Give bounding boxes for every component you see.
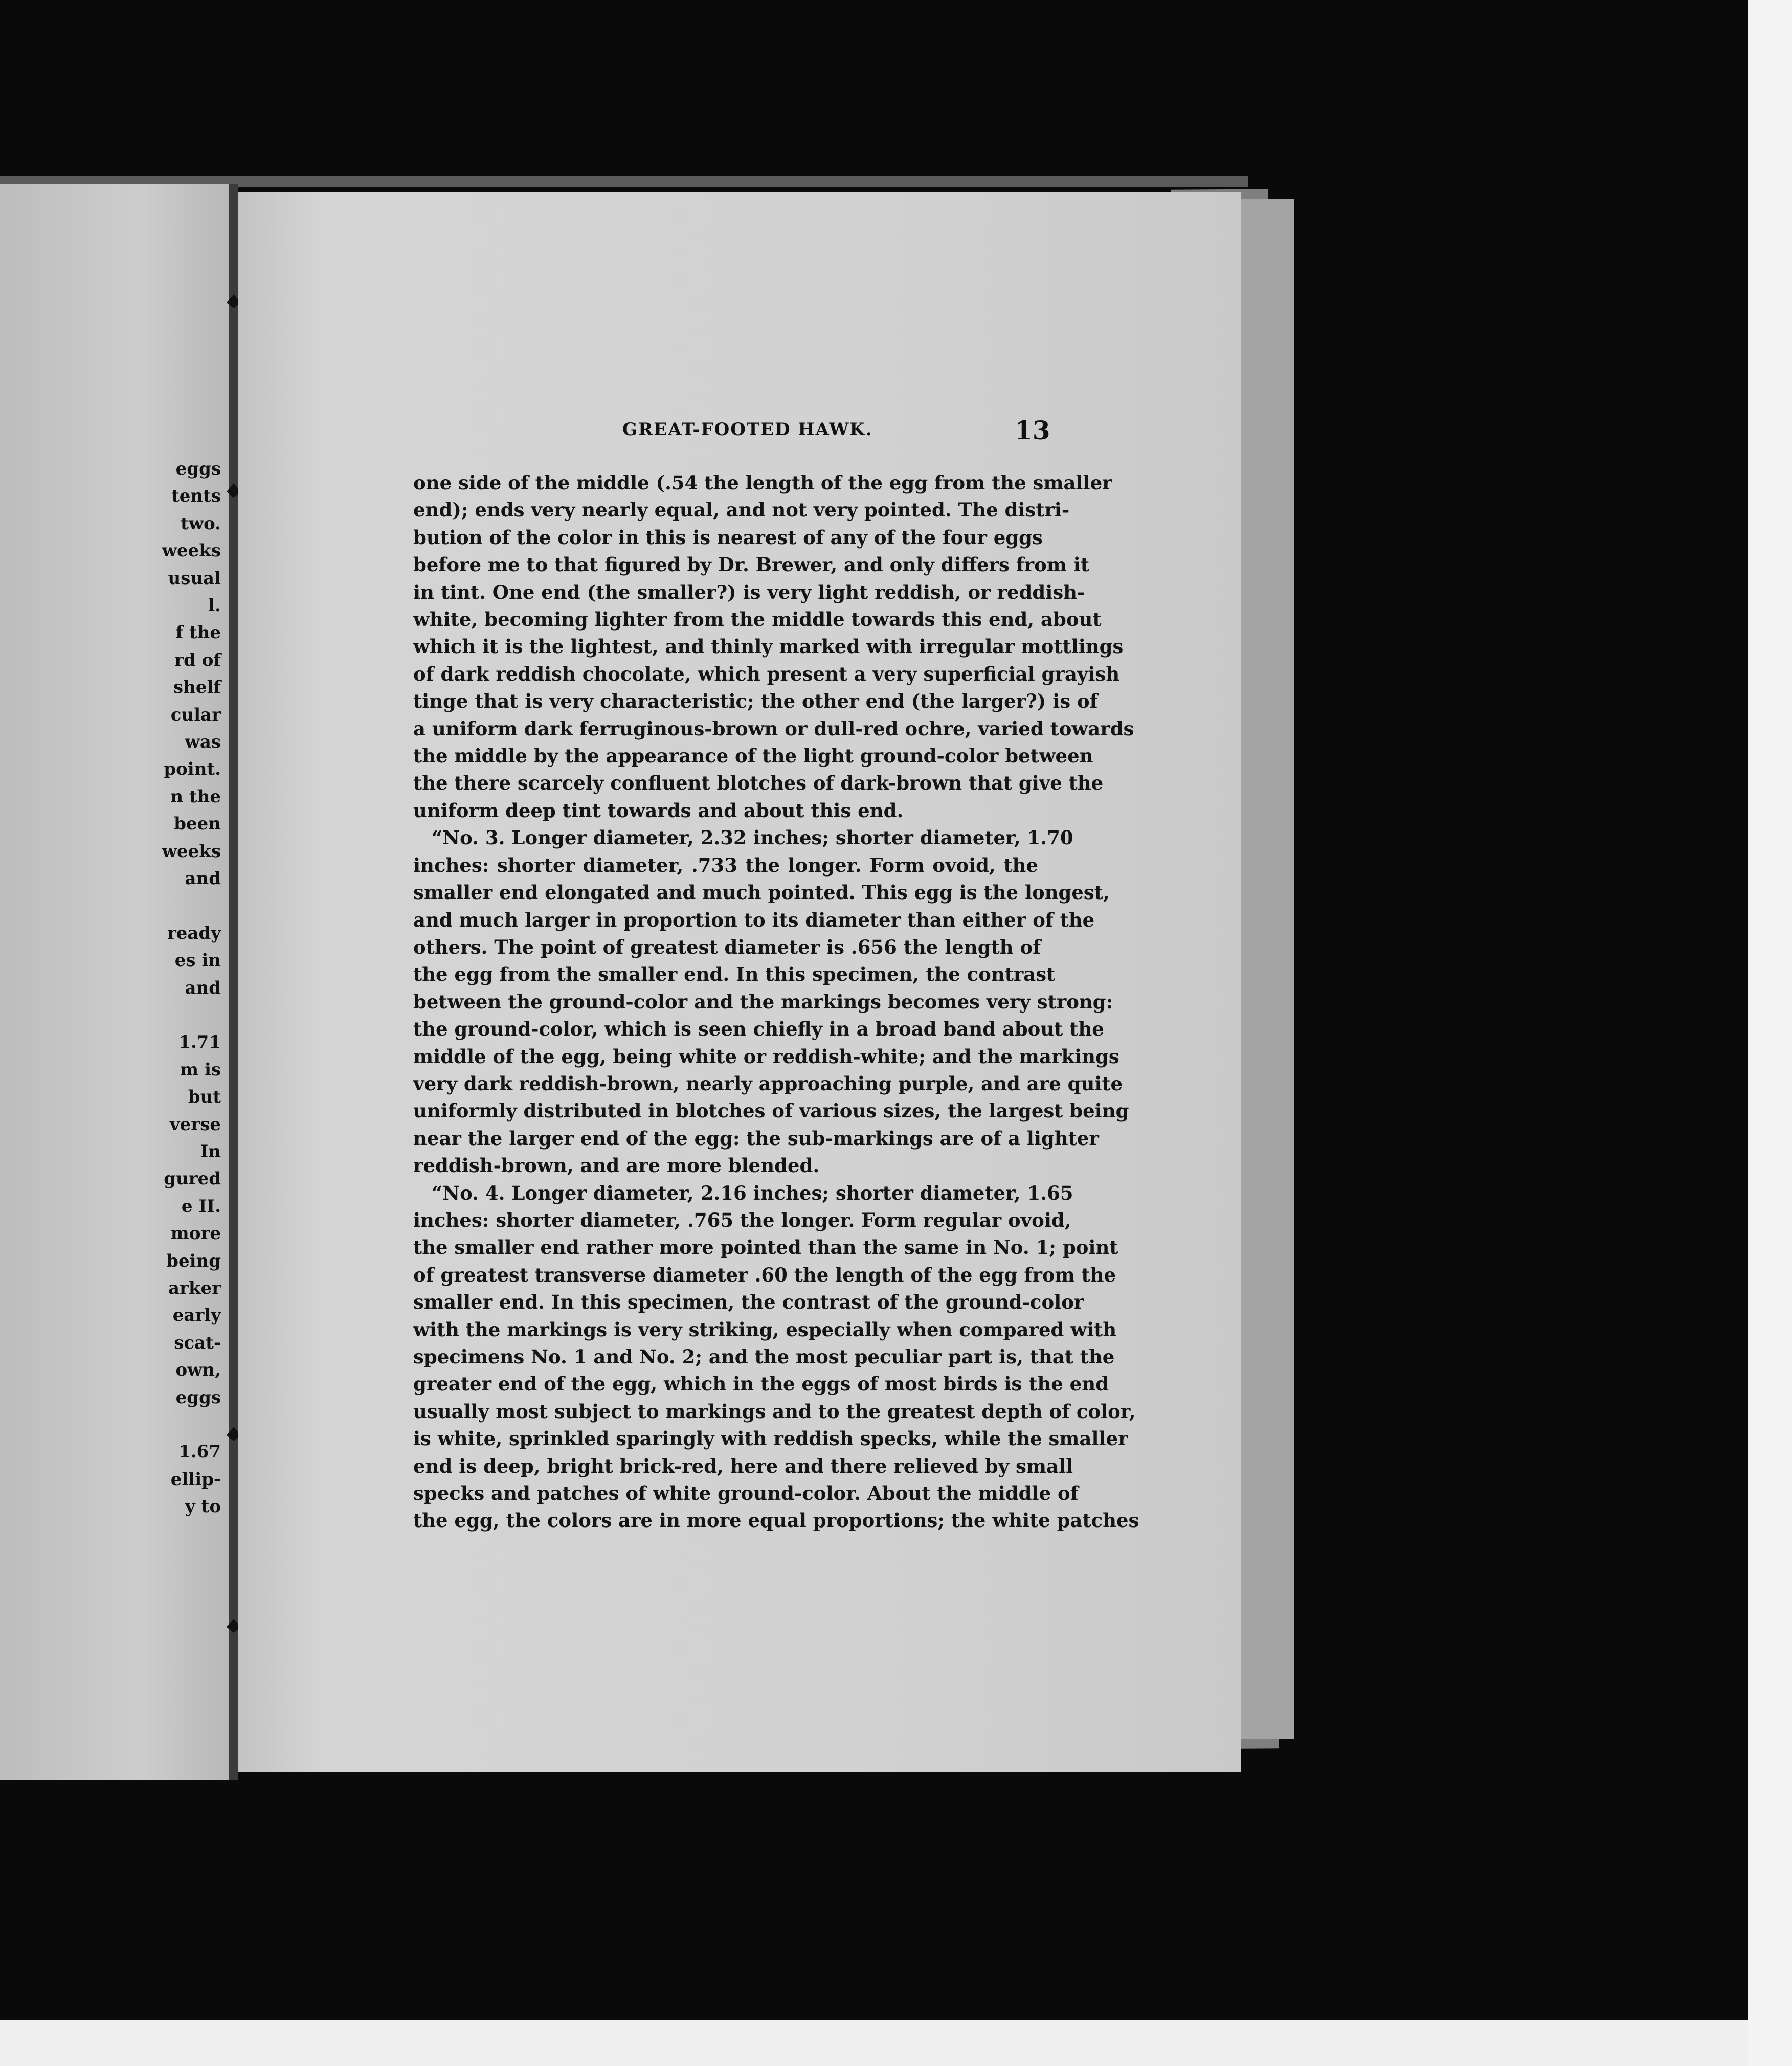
text-line: the smaller end rather more pointed than the same in No. 1; point: [413, 1236, 1118, 1259]
text-line: one side of the middle (.54 the length of the egg from the smaller: [413, 471, 1112, 494]
left-page-fragment: es in: [174, 950, 221, 971]
left-page-fragment: more: [170, 1223, 221, 1244]
left-page-fragment: m is: [180, 1059, 221, 1080]
text-line: reddish-brown, and are more blended.: [413, 1154, 820, 1177]
running-head: GREAT-FOOTED HAWK.: [622, 419, 873, 440]
text-line: smaller end elongated and much pointed. This egg is the longest,: [413, 881, 1110, 904]
left-page-fragment: y to: [185, 1496, 221, 1517]
text-line: very dark reddish-brown, nearly approaching purple, and are quite: [413, 1072, 1123, 1095]
left-page: [0, 184, 231, 1780]
left-page-fragment: was: [185, 732, 221, 752]
text-line: bution of the color in this is nearest of any of the four eggs: [413, 526, 1043, 549]
left-page-fragment: ellip-: [170, 1469, 221, 1490]
left-page-fragment: weeks: [162, 541, 221, 562]
text-line: in tint. One end (the smaller?) is very light reddish, or reddish-: [413, 580, 1085, 603]
left-page-fragment: 1.71: [178, 1032, 221, 1053]
left-page-fragment: usual: [168, 568, 221, 589]
page-number: 13: [1015, 415, 1050, 445]
text-line: near the larger end of the egg: the sub-markings are of a lighter: [413, 1127, 1099, 1150]
text-line: specks and patches of white ground-color. About the middle of: [413, 1482, 1079, 1505]
left-page-fragment: f the: [175, 622, 221, 643]
left-page-fragment: scat-: [174, 1332, 221, 1353]
text-line: between the ground-color and the markings becomes very strong:: [413, 990, 1113, 1013]
text-line: and much larger in proportion to its diameter than either of the: [413, 908, 1095, 931]
book-gutter: [229, 184, 238, 1780]
text-line: the ground-color, which is seen chiefly in a broad band about the: [413, 1018, 1104, 1041]
text-line: the middle by the appearance of the light ground-color between: [413, 745, 1093, 768]
text-line: others. The point of greatest diameter is .656 the length of: [413, 935, 1041, 958]
left-page-fragment: eggs: [175, 1387, 221, 1408]
left-page-fragment: rd of: [174, 649, 221, 670]
text-line: inches: shorter diameter, .765 the longer. Form regular ovoid,: [413, 1208, 1071, 1231]
left-page-fragment: two.: [181, 513, 221, 534]
text-line: of dark reddish chocolate, which present a very superficial grayish: [413, 662, 1120, 685]
left-page-fragment: verse: [169, 1114, 221, 1135]
left-page-fragment: cular: [170, 704, 221, 725]
left-page-fragment: gured: [164, 1169, 221, 1189]
left-page-fragment: point.: [164, 759, 221, 780]
left-page-fragment: tents: [171, 486, 221, 507]
text-line: “No. 4. Longer diameter, 2.16 inches; shorter diameter, 1.65: [432, 1181, 1073, 1204]
left-page-fragment: e II.: [181, 1196, 221, 1217]
left-page-fragment: been: [174, 814, 221, 835]
text-line: the egg from the smaller end. In this specimen, the contrast: [413, 963, 1056, 986]
left-page-fragment: being: [166, 1250, 221, 1271]
left-page-fragment: n the: [170, 786, 221, 807]
left-page-fragment: eggs: [175, 459, 221, 479]
left-page-fragment: l.: [208, 595, 221, 616]
left-page-fragment: In: [200, 1141, 221, 1162]
text-line: smaller end. In this specimen, the contrast of the ground-color: [413, 1291, 1084, 1314]
text-line: specimens No. 1 and No. 2; and the most peculiar part is, that the: [413, 1345, 1115, 1368]
text-line: before me to that figured by Dr. Brewer, and only differs from it: [413, 553, 1089, 576]
left-page-fragment: and: [185, 868, 221, 889]
left-page-fragment: shelf: [173, 677, 221, 698]
text-line: which it is the lightest, and thinly marked with irregular mottlings: [413, 635, 1124, 658]
text-line: the egg, the colors are in more equal proportions; the white patches: [413, 1509, 1139, 1532]
left-page-fragment: weeks: [162, 841, 221, 862]
text-line: end); ends very nearly equal, and not very pointed. The distri-: [413, 499, 1070, 522]
text-line: middle of the egg, being white or reddish-white; and the markings: [413, 1045, 1119, 1068]
left-page-fragment: but: [188, 1087, 221, 1108]
text-line: greater end of the egg, which in the eggs of most birds is the end: [413, 1373, 1109, 1396]
text-line: is white, sprinkled sparingly with reddish specks, while the smaller: [413, 1427, 1128, 1450]
left-page-fragment: early: [172, 1305, 221, 1326]
text-line: usually most subject to markings and to the greatest depth of color,: [413, 1400, 1136, 1423]
left-page-fragment: and: [185, 977, 221, 998]
text-line: “No. 3. Longer diameter, 2.32 inches; shorter diameter, 1.70: [432, 826, 1073, 849]
left-page-fragment: arker: [168, 1278, 221, 1298]
scan-margin-bottom: [0, 2020, 1748, 2066]
text-line: end is deep, bright brick-red, here and there relieved by small: [413, 1454, 1073, 1477]
text-line: with the markings is very striking, especially when compared with: [413, 1318, 1117, 1341]
text-line: the there scarcely confluent blotches of dark-brown that give the: [413, 772, 1104, 795]
text-line: inches: shorter diameter, .733 the longer. Form ovoid, the: [413, 854, 1038, 877]
text-line: uniform deep tint towards and about this end.: [413, 799, 904, 822]
text-line: white, becoming lighter from the middle towards this end, about: [413, 608, 1102, 631]
scan-margin-right: [1748, 0, 1792, 2066]
text-line: of greatest transverse diameter .60 the length of the egg from the: [413, 1263, 1116, 1286]
text-line: a uniform dark ferruginous-brown or dull-red ochre, varied towards: [413, 717, 1134, 740]
text-line: uniformly distributed in blotches of various sizes, the largest being: [413, 1099, 1129, 1122]
body-text: [413, 469, 1139, 1535]
left-page-fragment: ready: [167, 923, 221, 944]
left-page-fragment: own,: [175, 1360, 221, 1381]
left-page-fragment: 1.67: [178, 1442, 221, 1463]
text-line: tinge that is very characteristic; the other end (the larger?) is of: [413, 690, 1098, 713]
